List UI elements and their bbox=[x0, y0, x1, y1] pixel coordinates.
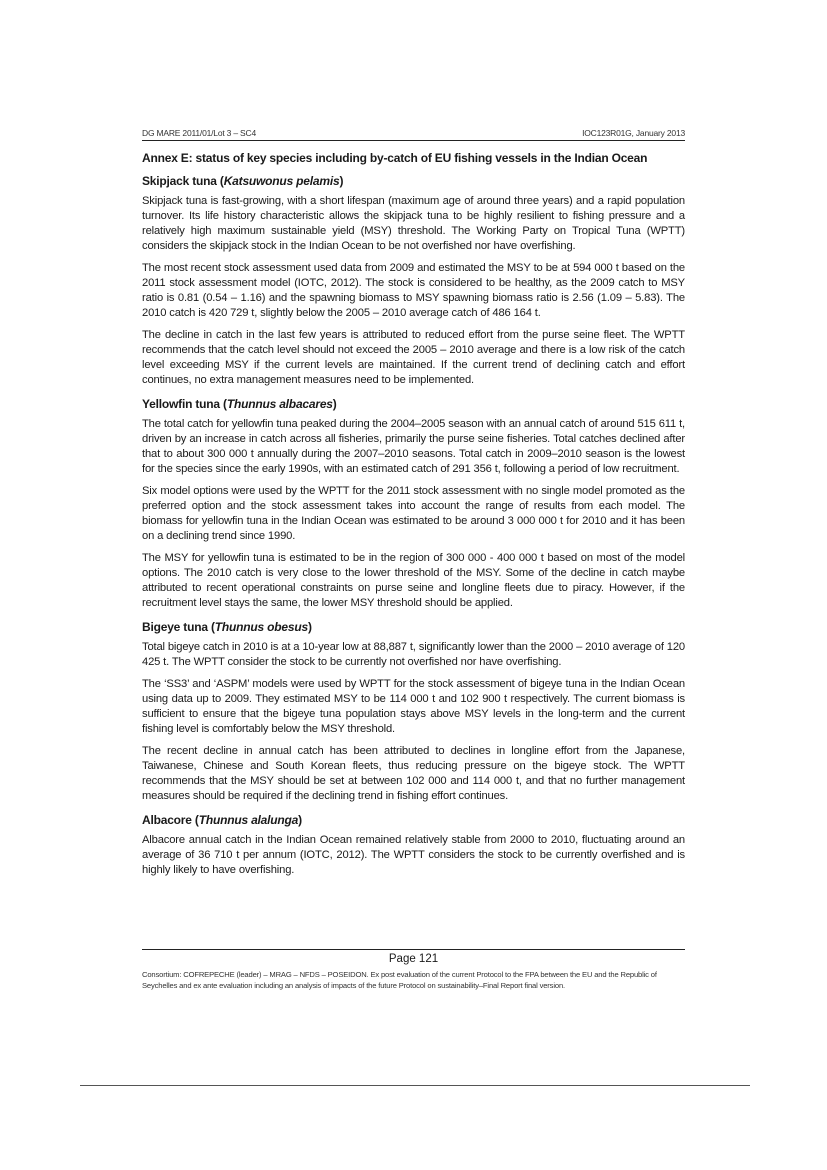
paragraph: The total catch for yellowfin tuna peaked during the 2004–2005 season with an annual catch of around 515 611 t, driven by an increase in catch across all fisheries, primarily the purse seine fisheries. Total catches declined after that to about 300 000 t annually during the 2007–2010 seasons. Total catch in 2009–2010 season is the lowest for the species since the early 1990s, with an estimated catch of 291 356 t, following a period of low recruitment. bbox=[142, 418, 685, 475]
paragraph: The ‘SS3’ and ‘ASPM’ models were used by WPTT for the stock assessment of bigeye tuna in the Indian Ocean using data up to 2009. They estimated MSY to be 114 000 t and 102 900 t respectively. The current biomass is sufficient to ensure that the bigeye tuna population stays above MSY levels in the long-term and the current fishing level is comfortably below the MSY threshold. bbox=[142, 678, 685, 735]
paragraph: Skipjack tuna is fast-growing, with a short lifespan (maximum age of around three years) and a rapid population turnover. Its life history characteristic allows the skipjack tuna to be highly resilient to fishing pressure and a relatively high maximum sustainable yield (MSY) threshold. The Working Party on Tropical Tuna (WPTT) considers the skipjack stock in the Indian Ocean to be not overfished nor have overfishing. bbox=[142, 195, 685, 252]
paragraph: The most recent stock assessment used data from 2009 and estimated the MSY to be at 594 000 t based on the 2011 stock assessment model (IOTC, 2012). The stock is considered to be healthy, as the 2009 catch to MSY ratio is 0.81 (0.54 – 1.16) and the spawning biomass to MSY spawning biomass ratio is 2.56 (1.09 – 5.83). The 2010 catch is 420 729 t, slightly below the 2005 – 2010 average catch of 486 164 t. bbox=[142, 262, 685, 319]
scientific-name: Thunnus alalunga bbox=[198, 813, 299, 827]
scientific-name: Thunnus obesus bbox=[214, 620, 308, 634]
footer-consortium-note: Consortium: COFREPECHE (leader) – MRAG – NFDS – POSEIDON. Ex post evaluation of the current Protocol to the FPA between the EU and the Republic of Seychelles and ex ante evaluation including an analysis of impacts of the future Protocol on sustainability–Final Report final version. bbox=[142, 970, 657, 990]
annex-title: Annex E: status of key species including by-catch of EU fishing vessels in the Indian Ocean bbox=[142, 151, 648, 165]
page-bottom-divider bbox=[80, 1085, 750, 1086]
paragraph: The MSY for yellowfin tuna is estimated to be in the region of 300 000 - 400 000 t based on most of the model options. The 2010 catch is very close to the lower threshold of the MSY. Some of the decline in catch maybe attributed to recent operational constraints on purse seine and longline fleets due to piracy. However, if the recruitment level stays the same, the lower MSY threshold should be applied. bbox=[142, 552, 685, 609]
paragraph: The decline in catch in the last few years is attributed to reduced effort from the purse seine fleet. The WPTT recommends that the catch level should not exceed the 2005 – 2010 average and there is a low risk of the catch level exceeding MSY if the current levels are maintained. If the current trend of declining catch and effort continues, no extra management measures need to be implemented. bbox=[142, 329, 685, 386]
section-heading-skipjack: Skipjack tuna (Katsuwonus pelamis) bbox=[142, 174, 344, 188]
footer-divider bbox=[142, 949, 685, 950]
section-heading-yellowfin: Yellowfin tuna (Thunnus albacares) bbox=[142, 397, 337, 411]
paragraph: Total bigeye catch in 2010 is at a 10-year low at 88,887 t, significantly lower than the 2000 – 2010 average of 120 425 t. The WPTT consider the stock to be currently not overfished nor have overfishing. bbox=[142, 641, 685, 668]
header-doc-ref: DG MARE 2011/01/Lot 3 – SC4 bbox=[142, 128, 256, 138]
header-report-id: IOC123R01G, January 2013 bbox=[582, 128, 685, 138]
paragraph: Six model options were used by the WPTT for the 2011 stock assessment with no single model promoted as the preferred option and the stock assessment takes into account the range of results from each model. The biomass for yellowfin tuna in the Indian Ocean was estimated to be around 3 000 000 t for 2010 and it has been on a declining trend since 1990. bbox=[142, 485, 685, 542]
section-heading-albacore: Albacore (Thunnus alalunga) bbox=[142, 813, 302, 827]
page-header bbox=[142, 128, 685, 141]
section-heading-bigeye: Bigeye tuna (Thunnus obesus) bbox=[142, 620, 312, 634]
document-body bbox=[142, 151, 685, 885]
paragraph: Albacore annual catch in the Indian Ocean remained relatively stable from 2000 to 2010, fluctuating around an average of 36 710 t per annum (IOTC, 2012). The WPTT considers the stock to be currently overfished and is highly likely to have overfishing. bbox=[142, 834, 685, 876]
scientific-name: Thunnus albacares bbox=[226, 397, 333, 411]
scientific-name: Katsuwonus pelamis bbox=[223, 174, 340, 188]
paragraph: The recent decline in annual catch has been attributed to declines in longline effort from the Japanese, Taiwanese, Chinese and South Korean fleets, thus reducing pressure on the bigeye stock. The WPTT recommends that the MSY should be set at between 102 000 and 114 000 t, and that no further management measures should be required if the declining trend in fishing effort continues. bbox=[142, 745, 685, 802]
page-number: Page 121 bbox=[388, 953, 439, 965]
